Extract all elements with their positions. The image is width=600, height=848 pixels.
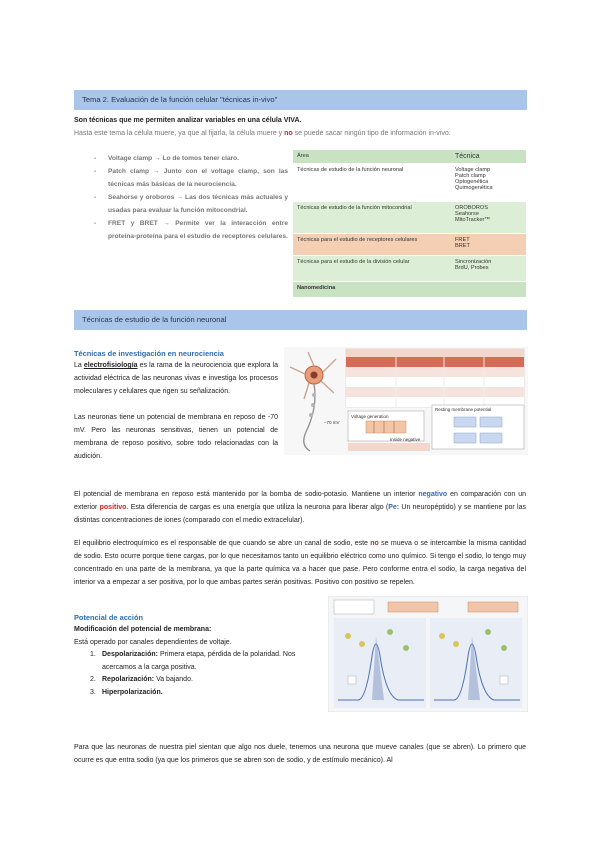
resting-membrane-potential-box [432,405,524,449]
list-item: 2. Repolarización: Va bajando. [90,676,193,683]
section-heading: Técnicas de investigación en neurociencia [74,349,224,358]
pain-neurons-paragraph: Para que las neuronas de nuestra piel sientan que algo nos duele, tenemos una neurona que mueve canales (que se abren). Lo primero que ocurre es que entra sodio (ya que los primeros que se abren son de sodio, y de estímulo mecánico). Al [74,744,526,764]
neuron-resting-potential-figure [284,347,528,455]
channel-illustration [388,602,438,612]
table-header-area: Área [293,150,451,164]
intro-line-1: Son técnicas que me permiten analizar variables en una célula VIVA. [74,117,302,124]
neuroscience-section [74,348,278,463]
section-banner-tema2 [74,90,527,110]
section-heading: Potencial de acción [74,613,144,622]
electrophysiology-paragraph: La electrofisiología es la rama de la neurociencia que explora la actividad eléctrica de las neuronas vivas e investiga los procesos moleculares y celulares que rigen su señalización. [74,362,278,395]
techniques-table [293,150,526,298]
intro-line-2: Hasta este tema la célula muere, ya que al fijarla, la célula muere y no se puede sacar ningún tipo de información in-vivo. [74,130,451,137]
right-panel [430,618,522,708]
bullet-item: - Patch clamp → Junto con el voltage clamp, son las técnicas más básicas de la neurociencia. [88,165,288,191]
figure-label: Inside negative [390,437,421,442]
bullet-item: - Seahorse y oroboros → Las dos técnicas más actuales y usadas para evaluar la función mitocondrial. [88,191,288,217]
resting-potential-paragraph: Las neuronas tiene un potencial de membrana en reposo de -70 mV. Pero las neuronas sensitivas, tienen un potencial de membrana de reposo positivo, sobre todo relacionadas con la audición. [74,414,278,460]
intro-paragraph [74,114,534,140]
subheading: Modificación del potencial de membrana: [74,626,212,633]
list-item: 1. Despolarización: Primera etapa, pérdida de la polaridad. Nos acercamos a la carga positiva. [90,651,296,671]
table-row: Técnicas para el estudio de la división celular Sincronización BrdU, Probes [293,256,526,282]
bullet-item: - Voltage clamp → Lo de tomos tener claro. [88,152,288,165]
ion-concentration-panel [346,349,524,407]
table-row: Técnicas de estudio de la función neuronal Voltage clamp Patch clamp Optogenética Quimogenética [293,164,526,202]
table-row: Técnicas para el estudio de receptores celulares FRET BRET [293,234,526,256]
action-potential-figure [328,596,528,712]
section-banner-funcion-neuronal [74,310,527,330]
figure-label: Voltage generation [351,414,389,419]
section-intro: Está operado por canales dependientes de voltaje. [74,639,232,646]
figure-label-voltage: –70 mV [324,420,340,425]
list-item: 3. Hiperpolarización. [90,688,163,696]
action-potential-section [74,612,322,699]
table-header-tecnica: Técnica [451,150,526,164]
electrochemical-equilibrium-paragraph: El equilibrio electroquímico es el responsable de que cuando se abre un canal de sodio, este no se mueva o se intercambie la misma cantidad de sodio. Esto ocurre porque tiene cargas, por lo que necesitamos tanto un equilibrio eléctrico como uno químico. Si tengo el sodio, lo tengo muy concentrado en una parte de la membrana, ya que la parte química va a hacer que pase. Pero conforme entra el sodio, la carga negativa del interior va a empezar a ser positiva, por lo que ambas partes serán positivas. Positivo con positivo se repelen. [74,540,526,586]
figure-label: Resting membrane potential [435,407,492,412]
sodium-potassium-pump-paragraph: El potencial de membrana en reposo está mantenido por la bomba de sodio-potasio. Mantiene un interior negativo en comparación con un exterior positivo. Esta diferencia de cargas es una energía que utiliza la neurona para liberar algo (Pe: Un neuropéptido) y se mantiene por las distintas concentraciones de iones (comparado con el medio extracelular). [74,491,526,524]
table-row: Técnicas de estudio de la función mitocondrial OROBOROS Seahorse MitoTracker™ [293,202,526,234]
bullet-item: - FRET y BRET → Permite ver la interacción entre proteína-proteína para el estudio de receptores celulares. [88,217,288,243]
left-panel [334,618,426,708]
term-electrofisiologia: electrofisiología [83,362,138,369]
emphasis-no: no [284,130,293,137]
techniques-bullet-list [88,152,288,243]
emphasis-negativo: negativo [418,491,448,498]
banner-title: Técnicas de estudio de la función neuronal [82,315,227,324]
emphasis-no: no [370,540,379,547]
table-row: Nanomedicina [293,282,526,298]
figure-legend [334,600,374,614]
channel-illustration [468,602,518,612]
banner-title: Tema 2. Evaluación de la función celular "técnicas in-vivo" [82,95,278,104]
emphasis-pe: Pe: [388,504,400,511]
emphasis-positivo: positivo [99,504,127,511]
